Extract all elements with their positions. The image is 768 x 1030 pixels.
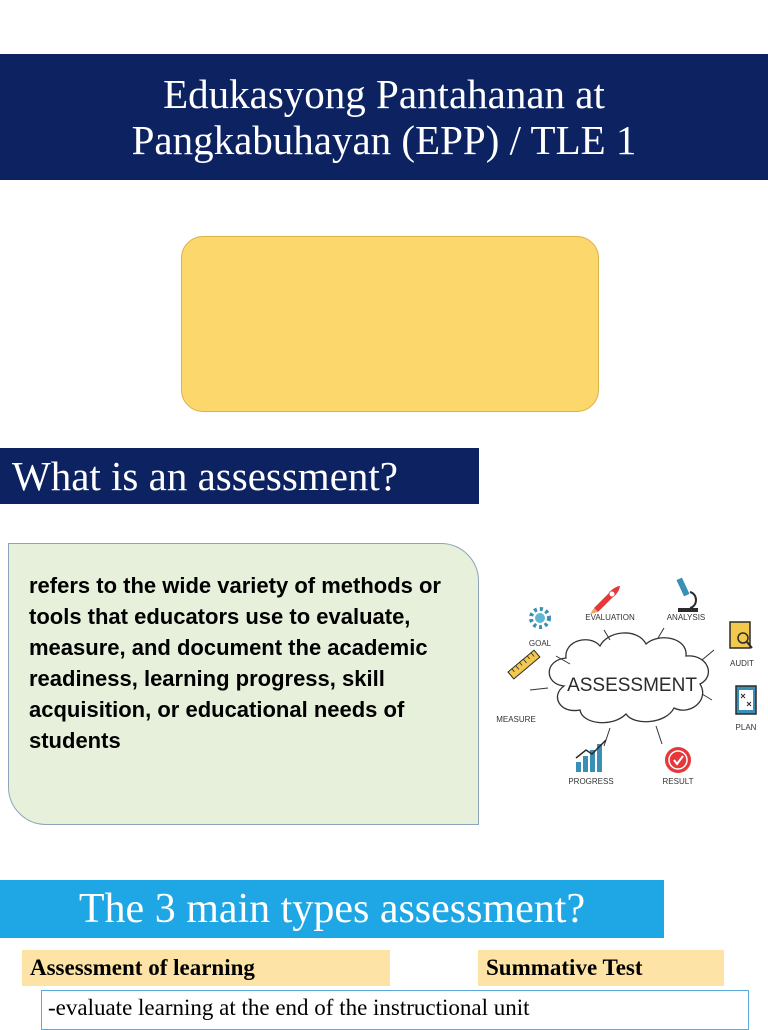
checkmark-badge-icon [665, 747, 691, 773]
label-audit: AUDIT [730, 659, 754, 668]
plan-board-icon [736, 686, 756, 714]
assessment-question-heading: What is an assessment? [0, 448, 479, 504]
label-plan: PLAN [735, 723, 757, 732]
definition-box [8, 543, 479, 825]
diagram-center-label: ASSESSMENT [567, 675, 697, 696]
gear-icon [531, 609, 549, 627]
title-line-1: Edukasyong Pantahanan at [163, 71, 605, 117]
type-summative-test: Summative Test [478, 950, 724, 986]
title-line-2: Pangkabuhayan (EPP) / TLE 1 [131, 117, 637, 163]
types-heading: The 3 main types assessment? [0, 880, 664, 938]
label-evaluation: EVALUATION [585, 613, 635, 622]
rocket-icon [590, 586, 620, 614]
bar-chart-icon [576, 740, 606, 772]
definition-text: refers to the wide variety of methods or tools that educators use to evaluate, measure, and document the academic readiness, learning progress, skill acquisition, or educational needs of students [29, 573, 441, 753]
microscope-icon [676, 578, 698, 612]
assessment-diagram [494, 568, 764, 794]
label-progress: PROGRESS [568, 777, 614, 786]
label-measure: MEASURE [496, 715, 536, 724]
label-result: RESULT [662, 777, 694, 786]
type-assessment-of-learning: Assessment of learning [22, 950, 390, 986]
yellow-placeholder-box [181, 236, 599, 412]
ruler-icon [508, 650, 540, 679]
label-analysis: ANALYSIS [666, 613, 706, 622]
clipboard-search-icon [730, 622, 752, 648]
label-goal: GOAL [528, 639, 552, 648]
title-banner [0, 54, 768, 180]
type-description: -evaluate learning at the end of the instructional unit [41, 990, 749, 1030]
